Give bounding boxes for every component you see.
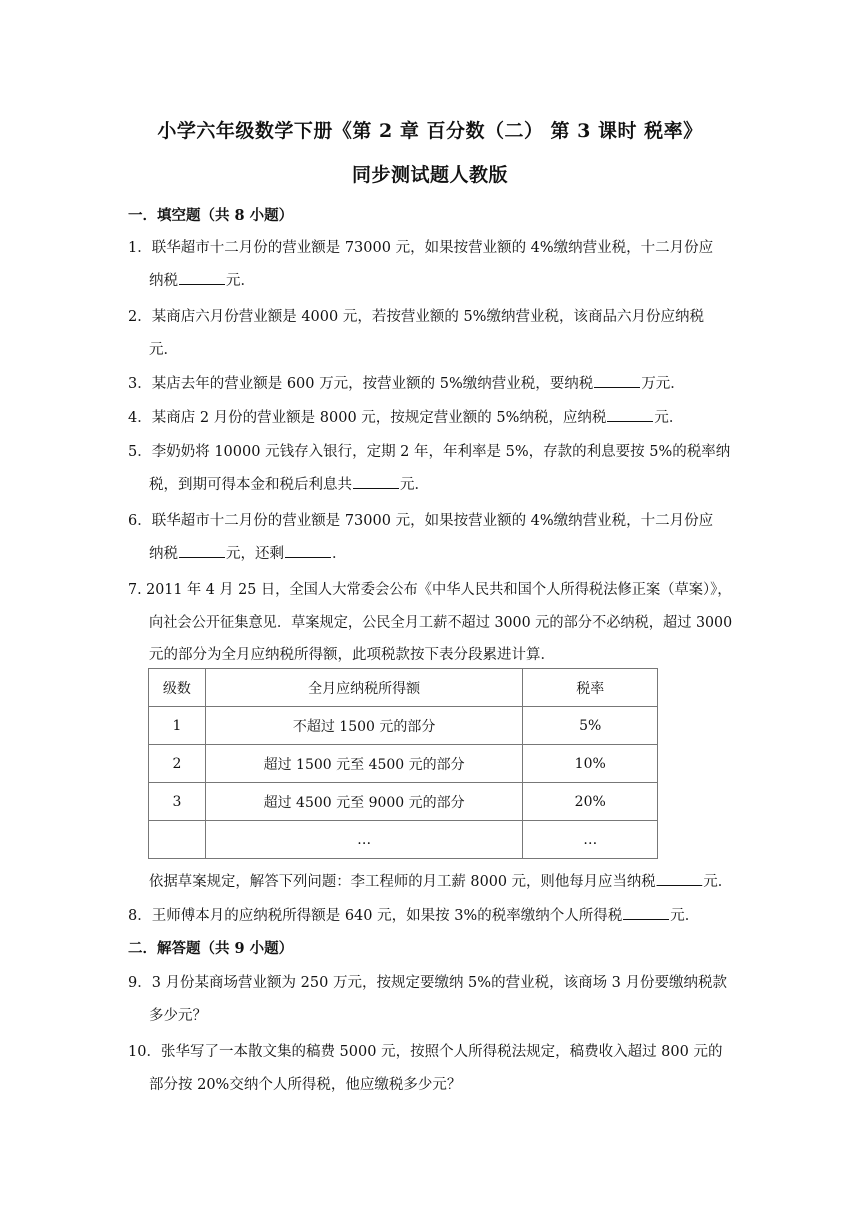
question-2-line2: 元． — [149, 342, 178, 358]
question-10-line2: 部分按 20%交纳个人所得税，他应缴税多少元？ — [149, 1077, 462, 1093]
table-header-cell: 全月应纳税所得额 — [205, 669, 523, 707]
table-cell: 3 — [149, 783, 206, 821]
question-1-text-b: 元． — [226, 273, 255, 289]
table-header-cell: 税率 — [523, 669, 658, 707]
table-cell: 20% — [523, 783, 658, 821]
table-cell: … — [205, 821, 523, 859]
answer-blank — [353, 473, 399, 489]
tax-rate-table — [148, 668, 658, 859]
question-4-text-a: 4．某商店 2 月份的营业额是 8000 元，按规定营业额的 5%纳税，应纳税 — [128, 410, 607, 426]
question-4 — [128, 406, 683, 427]
table-header-row — [149, 669, 658, 707]
question-1-line2 — [149, 269, 255, 290]
question-5-text-a: 税，到期可得本金和税后利息共 — [149, 477, 352, 493]
table-cell: 5% — [523, 707, 658, 745]
table-cell — [149, 821, 206, 859]
question-3-text-a: 3．某店去年的营业额是 600 万元，按营业额的 5%缴纳营业税，要纳税 — [128, 376, 594, 392]
question-7-line2: 向社会公开征集意见．草案规定，公民全月工薪不超过 3000 元的部分不必纳税，超过 3000 — [149, 615, 733, 631]
question-2-line1: 2．某商店六月份营业额是 4000 元，若按营业额的 5%缴纳营业税，该商品六月份应纳税 — [128, 309, 704, 325]
table-row — [149, 707, 658, 745]
table-row — [149, 745, 658, 783]
question-6-text-b: 元，还剩 — [226, 546, 284, 562]
section-heading-solve: 二．解答题（共 9 小题） — [128, 940, 294, 957]
question-8-text-b: 元． — [670, 908, 700, 924]
table-header-cell: 级数 — [149, 669, 206, 707]
question-10-line1: 10．张华写了一本散文集的稿费 5000 元，按照个人所得税法规定，稿费收入超过 800 元的 — [128, 1044, 723, 1060]
answer-blank — [623, 904, 669, 920]
question-7-line1: 7. 2011 年 4 月 25 日，全国人大常委会公布《中华人民共和国个人所得税法修正案（草案）》， — [128, 582, 732, 598]
question-6-line2 — [149, 542, 347, 563]
table-cell: 不超过 1500 元的部分 — [205, 707, 523, 745]
question-5-line1: 5．李奶奶将 10000 元钱存入银行，定期 2 年，年利率是 5%，存款的利息要按 5%的税率纳 — [128, 444, 731, 460]
question-7-text-a: 依据草案规定，解答下列问题：李工程师的月工薪 8000 元，则他每月应当纳税 — [149, 874, 656, 890]
question-5-text-b: 元． — [400, 477, 429, 493]
question-4-text-b: 元． — [654, 410, 684, 426]
answer-blank — [179, 269, 225, 285]
document-title-line1: 小学六年级数学下册《第 2 章 百分数（二） 第 3 课时 税率》 — [157, 120, 703, 142]
question-7-line3: 元的部分为全月应纳税所得额，此项税款按下表分段累进计算． — [149, 647, 555, 663]
question-7-text-b: 元． — [703, 874, 733, 890]
table-cell: 1 — [149, 707, 206, 745]
answer-blank — [607, 406, 653, 422]
question-5-line2 — [149, 473, 429, 494]
answer-blank — [285, 542, 331, 558]
section-heading-fill-blank: 一．填空题（共 8 小题） — [128, 207, 294, 224]
table-cell: 2 — [149, 745, 206, 783]
question-8 — [128, 904, 699, 925]
table-cell: … — [523, 821, 658, 859]
answer-blank — [179, 542, 225, 558]
table-cell: 10% — [523, 745, 658, 783]
answer-blank — [657, 870, 703, 886]
question-8-text-a: 8．王师傅本月的应纳税所得额是 640 元，如果按 3%的税率缴纳个人所得税 — [128, 908, 623, 924]
question-9-line1: 9．3 月份某商场营业额为 250 万元，按规定要缴纳 5%的营业税，该商场 3 月份要缴纳税款 — [128, 975, 728, 991]
table-row — [149, 783, 658, 821]
question-3-text-b: 万元． — [641, 376, 685, 392]
answer-blank — [594, 372, 640, 388]
question-3 — [128, 372, 685, 393]
question-6-text-c: ． — [332, 546, 347, 562]
table-cell: 超过 1500 元至 4500 元的部分 — [205, 745, 523, 783]
table-row — [149, 821, 658, 859]
document-title-line2: 同步测试题人教版 — [351, 164, 508, 186]
question-1-text-a: 纳税 — [149, 273, 178, 289]
table-cell: 超过 4500 元至 9000 元的部分 — [205, 783, 523, 821]
question-6-line1: 6．联华超市十二月份的营业额是 73000 元，如果按营业额的 4%缴纳营业税，十二月份应 — [128, 513, 714, 529]
question-7-ask — [149, 870, 732, 891]
question-1-line1: 1．联华超市十二月份的营业额是 73000 元，如果按营业额的 4%缴纳营业税，十二月份应 — [128, 240, 714, 256]
question-6-text-a: 纳税 — [149, 546, 178, 562]
question-9-line2: 多少元？ — [149, 1008, 207, 1024]
